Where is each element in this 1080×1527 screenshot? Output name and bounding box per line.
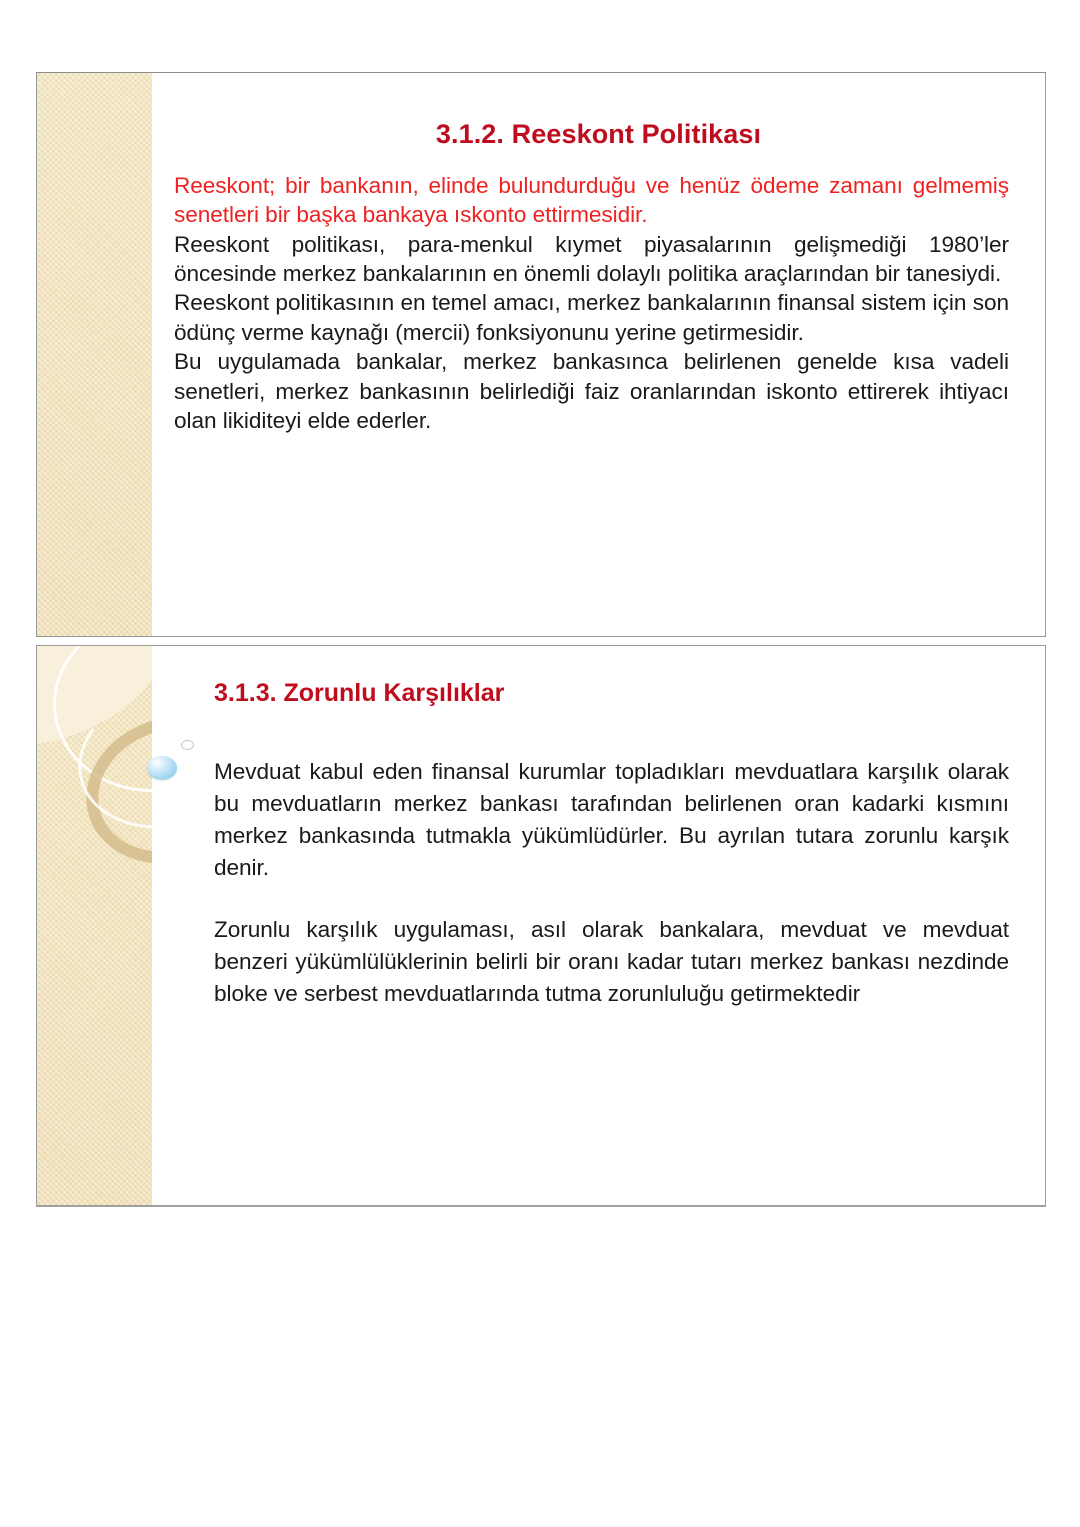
slide-2-paragraph-2: Zorunlu karşılık uygulaması, asıl olarak bankalara, mevduat ve mevduat benzeri yükümlülüklerinin belirli bir oranı kadar tutarı merkez bankası nezdinde bloke ve serbest mevduatlarında tutma zorunluluğu getirmektedir <box>214 917 1009 1007</box>
slide-panel-2 <box>36 645 1046 1207</box>
slide-2-paragraph-1: Mevduat kabul eden finansal kurumlar topladıkları mevduatlara karşılık olarak bu mevduatların merkez bankası tarafından belirlenen oran kadarki kısmını merkez bankasında tutmakla yükümlüdürler. Bu ayrılan tutara zorunlu karşık denir. <box>214 758 1009 880</box>
slide-1-title: 3.1.2. Reeskont Politikası <box>435 119 762 149</box>
slide-panel-1 <box>36 72 1046 637</box>
slide-1-paragraph-4: Bu uygulamada bankalar, merkez bankasınca belirlenen genelde kısa vadeli senetleri, merkez bankasının belirlediği faiz oranlarından iskonto ettirerek ihtiyacı olan likiditeyi elde ederler. <box>174 349 1009 433</box>
slide-1-paragraph-2: Reeskont politikası, para-menkul kıymet piyasalarının gelişmediği 1980’ler öncesinde merkez bankalarının en önemli dolaylı politika araçlarından bir tanesiydi. <box>174 231 1009 287</box>
slide-1-body <box>152 171 1045 435</box>
slide-2-decorative-sidebar <box>37 646 152 1205</box>
slide-2-content <box>152 646 1045 1205</box>
slide-1-paragraph-3: Reeskont politikasının en temel amacı, merkez bankalarının finansal sistem için son ödünç verme kaynağı (mercii) fonksiyonunu yerine getirmesidir. <box>174 290 1009 345</box>
slide-1-paragraph-1: Reeskont; bir bankanın, elinde bulundurduğu ve henüz ödeme zamanı gelmemiş senetleri bir başka bankaya ıskonto ettirmesidir. <box>174 173 1009 228</box>
slide-1-content <box>152 73 1045 636</box>
slide-2-body <box>152 756 1045 1011</box>
slide-1-decorative-sidebar <box>37 73 152 636</box>
slide-2-title: 3.1.3. Zorunlu Karşılıklar <box>214 679 505 707</box>
